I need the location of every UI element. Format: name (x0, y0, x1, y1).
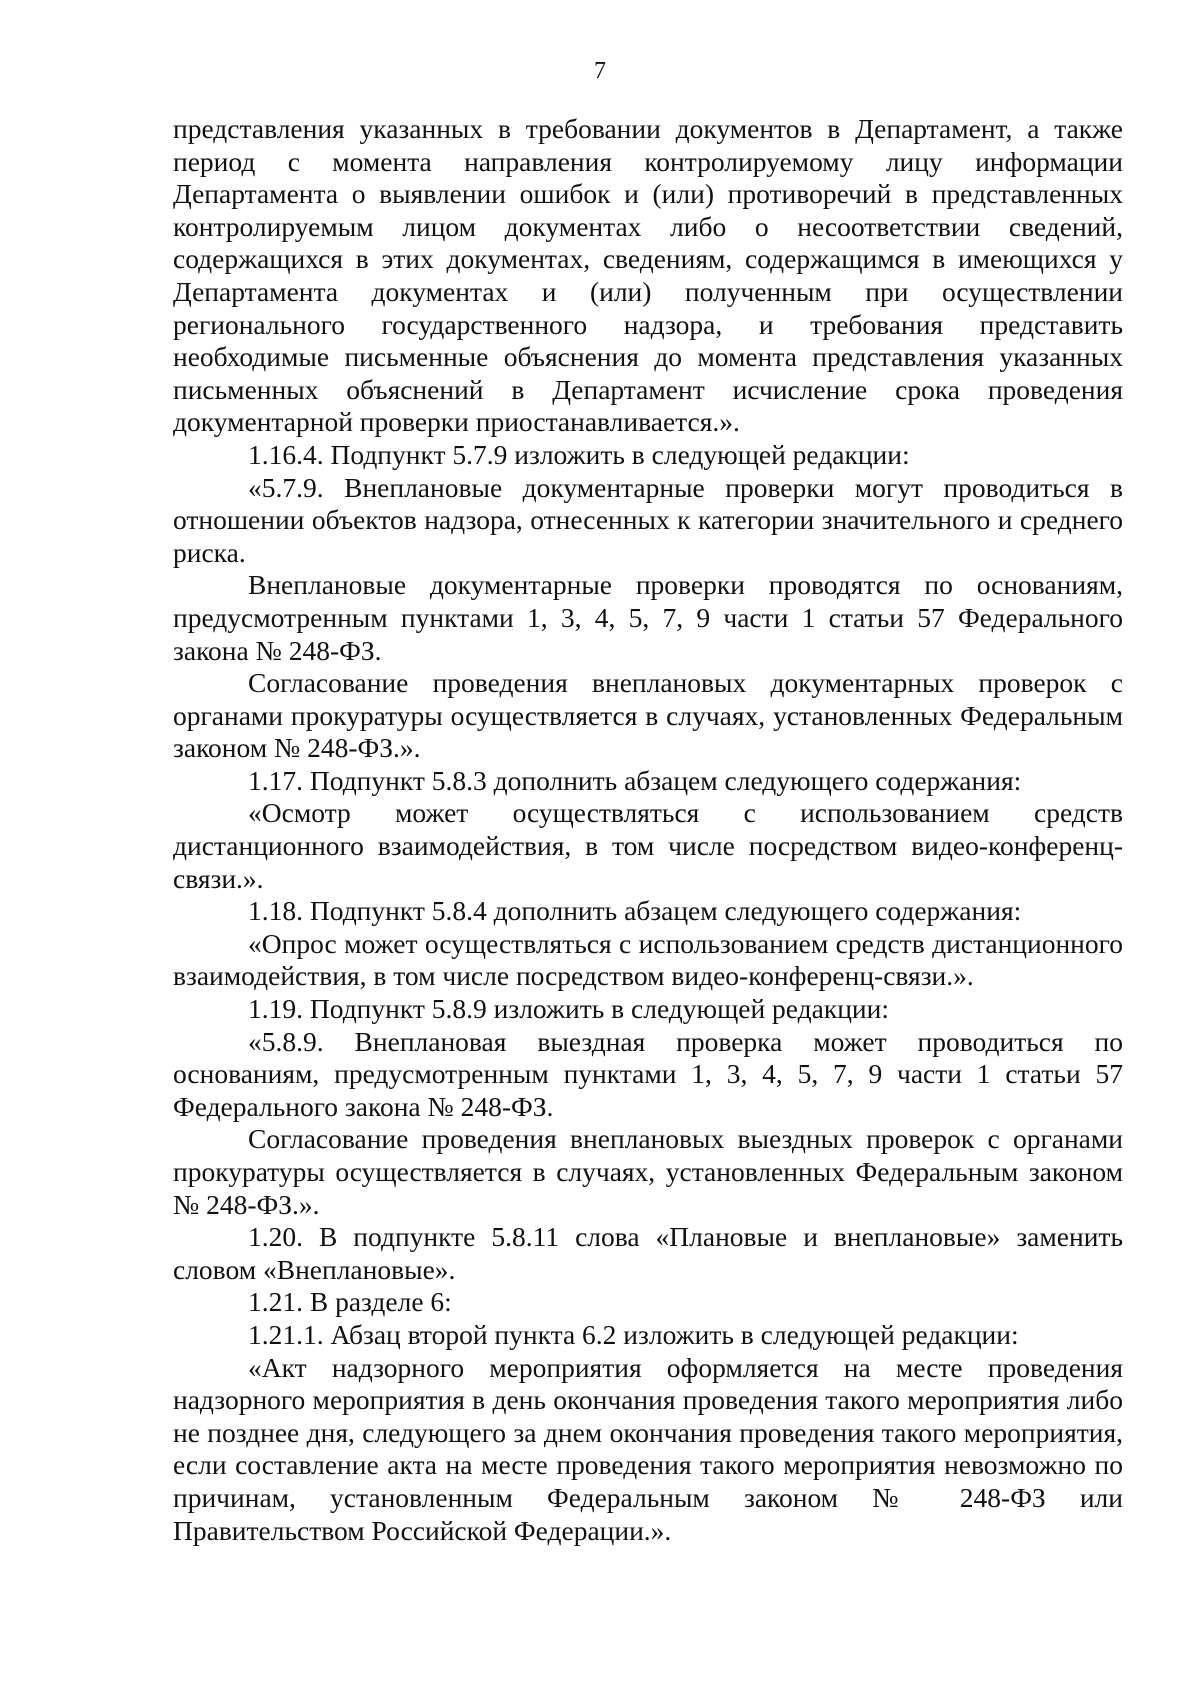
paragraph-field-approval: Согласование проведения внеплановых выездных проверок с органами прокуратуры осуществляется в случаях, установленных Федеральным законом № 248-ФЗ.». (173, 1123, 1123, 1220)
paragraph-1-21: 1.21. В разделе 6: (248, 1286, 452, 1318)
paragraph-5-7-9: «5.7.9. Внеплановые документарные проверки могут проводиться в отношении объектов надзора, отнесенных к категории значительного и среднего риска. (173, 471, 1123, 568)
paragraph-continuation: представления указанных в требовании документов в Департамент, а также период с момента направления контролируемому лицу информации Департамента о выявлении ошибок и (или) противоречий в представленных контролируемым лицом документах либо о несоответствии сведений, содержащихся в этих документах, сведениям, содержащимся в имеющихся у Департамента документах и (или) полученным при осуществлении регионального государственного надзора, и требования представить необходимые письменные объяснения до момента представления указанных письменных объяснений в Департамент исчисление срока проведения документарной проверки приостанавливается.». (173, 113, 1123, 438)
paragraph-1-21-1: 1.21.1. Абзац второй пункта 6.2 изложить в следующей редакции: (248, 1318, 1019, 1350)
paragraph-documentary-approval: Согласование проведения внеплановых документарных проверок с органами прокуратуры осуществляется в случаях, установленных Федеральным законом № 248-ФЗ.». (173, 667, 1123, 764)
paragraph-1-18: 1.18. Подпункт 5.8.4 дополнить абзацем следующего содержания: (248, 895, 1022, 927)
paragraph-5-8-9: «5.8.9. Внеплановая выездная проверка может проводиться по основаниям, предусмотренным пунктами 1, 3, 4, 5, 7, 9 части 1 статьи 57 Федерального закона № 248-ФЗ. (173, 1025, 1123, 1122)
paragraph-documentary-grounds: Внеплановые документарные проверки проводятся по основаниям, предусмотренным пунктами 1, 3, 4, 5, 7, 9 части 1 статьи 57 Федерального закона № 248-ФЗ. (173, 569, 1123, 666)
paragraph-act-formation: «Акт надзорного мероприятия оформляется на месте проведения надзорного мероприятия в день окончания проведения такого мероприятия либо не позднее дня, следующего за днем окончания проведения такого мероприятия, если составление акта на месте проведения такого мероприятия невозможно по причинам, установленным Федеральным законом № 248-ФЗ или Правительством Российской Федерации.». (173, 1351, 1123, 1546)
page-number: 7 (594, 58, 606, 84)
document-body (173, 113, 1123, 1547)
paragraph-inspection-remote: «Осмотр может осуществляться с использованием средств дистанционного взаимодействия, в том числе посредством видео-конференц-связи.». (173, 797, 1123, 894)
paragraph-1-20: 1.20. В подпункте 5.8.11 слова «Плановые и внеплановые» заменить словом «Внеплановые». (173, 1221, 1123, 1285)
paragraph-survey-remote: «Опрос может осуществляться с использованием средств дистанционного взаимодействия, в том числе посредством видео-конференц-связи.». (173, 927, 1123, 992)
paragraph-1-19: 1.19. Подпункт 5.8.9 изложить в следующей редакции: (248, 993, 889, 1025)
paragraph-1-17: 1.17. Подпункт 5.8.3 дополнить абзацем следующего содержания: (248, 764, 1022, 796)
paragraph-1-16-4: 1.16.4. Подпункт 5.7.9 изложить в следующей редакции: (248, 438, 910, 470)
